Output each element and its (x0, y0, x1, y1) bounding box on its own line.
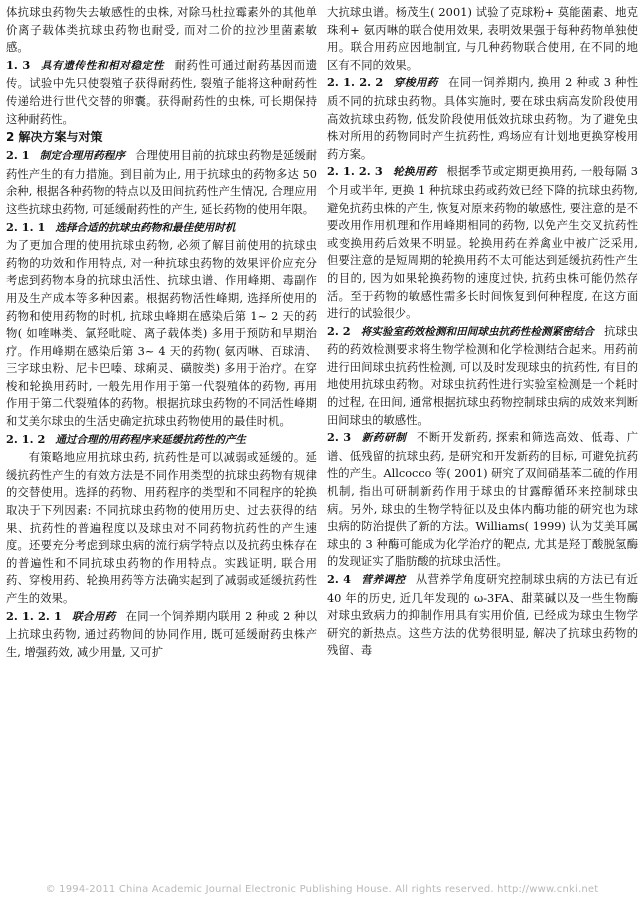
section-2-3 (327, 429, 638, 571)
section-text: 合理使用目前的抗球虫药物是延缓耐药性产生的有力措施。到目前为止, 用于抗球虫的药物多达 50 余种, 根据各种药物的特点以及田间抗药性产生情况, 合理应用这些抗球虫药物, 可延缓耐药性的产生, 延长药物的使用年限。 (6, 149, 317, 216)
section-title: 轮换用药 (392, 166, 437, 179)
section-number: 2. 3 (327, 430, 352, 445)
paragraph: 体抗球虫药物失去敏感性的虫株, 对除马杜拉霉素外的其他单价离子载体类抗球虫药物也耐受, 而对二价的拉沙里菌素敏感。 (6, 6, 317, 55)
section-2-4 (327, 571, 638, 660)
section-title: 营养调控 (361, 574, 406, 586)
section-text: 在同一饲养期内, 换用 2 种或 3 种性质不同的抗球虫药物。具体实施时, 要在球虫病高发阶段使用高效抗球虫药物, 低发阶段使用低效抗球虫药物。为了避免虫株对所用的药物同时产生抗药性, 鸡场应有计划地更换穿梭用药方案。 (327, 76, 638, 161)
section-2-1 (6, 147, 317, 218)
section-title: 具有遗传性和相对稳定性 (40, 59, 165, 72)
section-text: 从营养学角度研究控制球虫病的方法已有近 40 年的历史, 近几年发现的 ω-3FA、甜菜碱以及一些生物酶对球虫致病力的抑制作用具有实用价值, 已经成为球虫生物学研究的新热点。这些方法的优势很明显, 解决了抗球虫药物的残留、毒 (327, 573, 638, 658)
journal-page (6, 4, 638, 884)
section-2-1-2-1 (6, 608, 317, 662)
section-text: 不断开发新药, 探索和筛选高效、低毒、广谱、低残留的抗球虫药, 是研究和开发新药的目标, 可避免抗药性的产生。Allcocco 等( 2001) 研究了双间硝基苯二硫的作用机制, 指出可研制新药作用于球虫的甘露醇循环来控制球虫病。另外, 球虫的生物学特征以及虫体内酶功能的研究也为球虫病的防治提供了新的方法。Williams( 1999) 认为艾美耳属球虫的 3 种酶可能成为化学治疗的靶点, 尤其是羟丁酸脱氢酶的发现证实了脂肪酸的抗球虫活性。 (327, 431, 639, 569)
section-text: 根据季节或定期更换用药, 一般每隔 3 个月或半年, 更换 1 种抗球虫药或药效已经下降的抗球虫药物, 避免抗药虫株的产生, 恢复对原来药物的敏感性, 要注意的是不要改用作用机理和作用峰期相同的药物, 以免产生交叉抗药性或变换用药后效果不明显。轮换用药在养禽业中被广泛采用, 但要注意的是短周期的轮换用药不太可能达到延缓抗药性产生的目的, 因为如果轮换药物的速度过快, 抗药虫株可能仍然存活。至于药物的敏感性需多长时间恢复到何种程度, 在这方面进行的试验很少。 (327, 165, 638, 321)
section-number: 2. 1. 1 (6, 219, 46, 234)
section-number: 2. 4 (327, 572, 352, 586)
section-title: 联合用药 (71, 610, 116, 623)
paragraph: 为了更加合理的使用抗球虫药物, 必须了解目前使用的抗球虫药物的功效和作用特点, 对一种抗球虫药物的效果评价应充分考虑到药物本身的抗球虫活性、抗球虫谱、作用峰期、毒副作用及生产成本等多种因素。根据药物活性峰期, 选择所使用的药物和使用药物的时机, 抗球虫峰期在感染后第 1~ 2 天的药物( 如喹啉类、氯羟吡啶、离子载体类) 多用于预防和早期治疗。作用峰期在感染后第 3~ 4 天的药物( 氨丙啉、百球清、三字球虫粉、尼卡巴嗪、球痢灵、磺胺类) 多用于治疗。在穿梭和轮换用药时, 一般先用作用于第一代裂殖体的药物, 再用作用于第二代裂殖体的药物。根据抗球虫药物的不同活性峰期和艾美尔球虫的生活史确定抗球虫药物使用的最佳时机。 (6, 239, 317, 429)
section-1-3 (6, 57, 317, 128)
paragraph: 大抗球虫谱。杨茂生( 2001) 试验了克球粉+ 莫能菌素、地克珠利+ 氨丙啉的联合使用效果, 表明效果强于每种药物单独使用。联合用药应因地制宜, 与几种药物联合使用, 在不同的地区有不同的效果。 (327, 6, 638, 72)
section-title: 制定合理用药程序 (39, 150, 126, 163)
paragraph: 有策略地应用抗球虫药, 抗药性是可以减弱或延缓的。延缓抗药性产生的有效方法是不同作用类型的抗球虫药物有规律的交替使用。选择的药物、用药程序的类型和不同程序的轮换取决于下列因素: 不同抗球虫药物的使用历史、过去获得的结果、抗药性的普遍程度以及球虫对不同药物抗药性的产生速度。还要充分考虑到球虫病的流行病学特点以及抗药虫株存在的普遍性和不同抗球虫药物的作用特点。实践证明, 联合用药、穿梭用药、轮换用药等方法确实起到了减弱或延缓抗药性产生的效果。 (6, 451, 317, 605)
section-number: 2. 1. 2. 2 (327, 75, 384, 90)
section-2-1-2 (6, 431, 317, 450)
section-title: 通过合理的用药程序来延缓抗药性的产生 (55, 433, 247, 446)
section-title: 选择合适的抗球虫药物和最佳使用时机 (55, 221, 236, 234)
section-number: 2. 1. 2. 1 (6, 608, 62, 623)
section-2-1-2-3 (327, 163, 638, 322)
section-title: 新药研制 (361, 432, 407, 445)
section-number: 2. 2 (327, 323, 351, 338)
section-number: 1. 3 (6, 57, 31, 72)
section-text: 耐药性可通过耐药基因而遗传。试验中先只使裂殖子获得耐药性, 裂殖子能将这种耐药性传递给进行世代交替的卵囊。获得耐药性的虫株, 可长期保持这种耐药性。 (6, 58, 317, 126)
section-number: 2. 1. 2 (6, 431, 46, 446)
section-title: 将实验室药效检测和田间球虫抗药性检测紧密结合 (360, 325, 595, 338)
copyright-watermark: © 1994-2011 China Academic Journal Electronic Publishing House. All rights reserved. http://www.cnki.net (45, 884, 599, 895)
left-column (6, 4, 317, 661)
section-number: 2. 1 (6, 148, 30, 163)
section-number: 2. 1. 2. 3 (327, 164, 383, 179)
section-2-2 (327, 323, 638, 430)
right-column (327, 4, 638, 660)
section-2-heading: 2 解决方案与对策 (6, 130, 103, 145)
section-text: 在同一个饲养期内联用 2 种或 2 种以上抗球虫药物, 通过药物间的协同作用, 既可延缓耐药虫株产生, 增强药效, 减少用量, 又可扩 (6, 609, 317, 659)
section-text: 抗球虫药的药效检测要求将生物学检测和化学检测结合起来。用药前进行田间球虫抗药性检测, 可以及时发现球虫的抗药性, 有目的地使用抗球虫药物。对球虫抗药性进行实验室检测是一个耗时的过程, 在田间, 通常根据抗球虫药物控制球虫病的成效来判断田间球虫的敏感性。 (327, 324, 638, 427)
section-2-1-1 (6, 219, 317, 238)
section-2-1-2-2 (327, 74, 638, 163)
section-title: 穿梭用药 (393, 77, 438, 90)
